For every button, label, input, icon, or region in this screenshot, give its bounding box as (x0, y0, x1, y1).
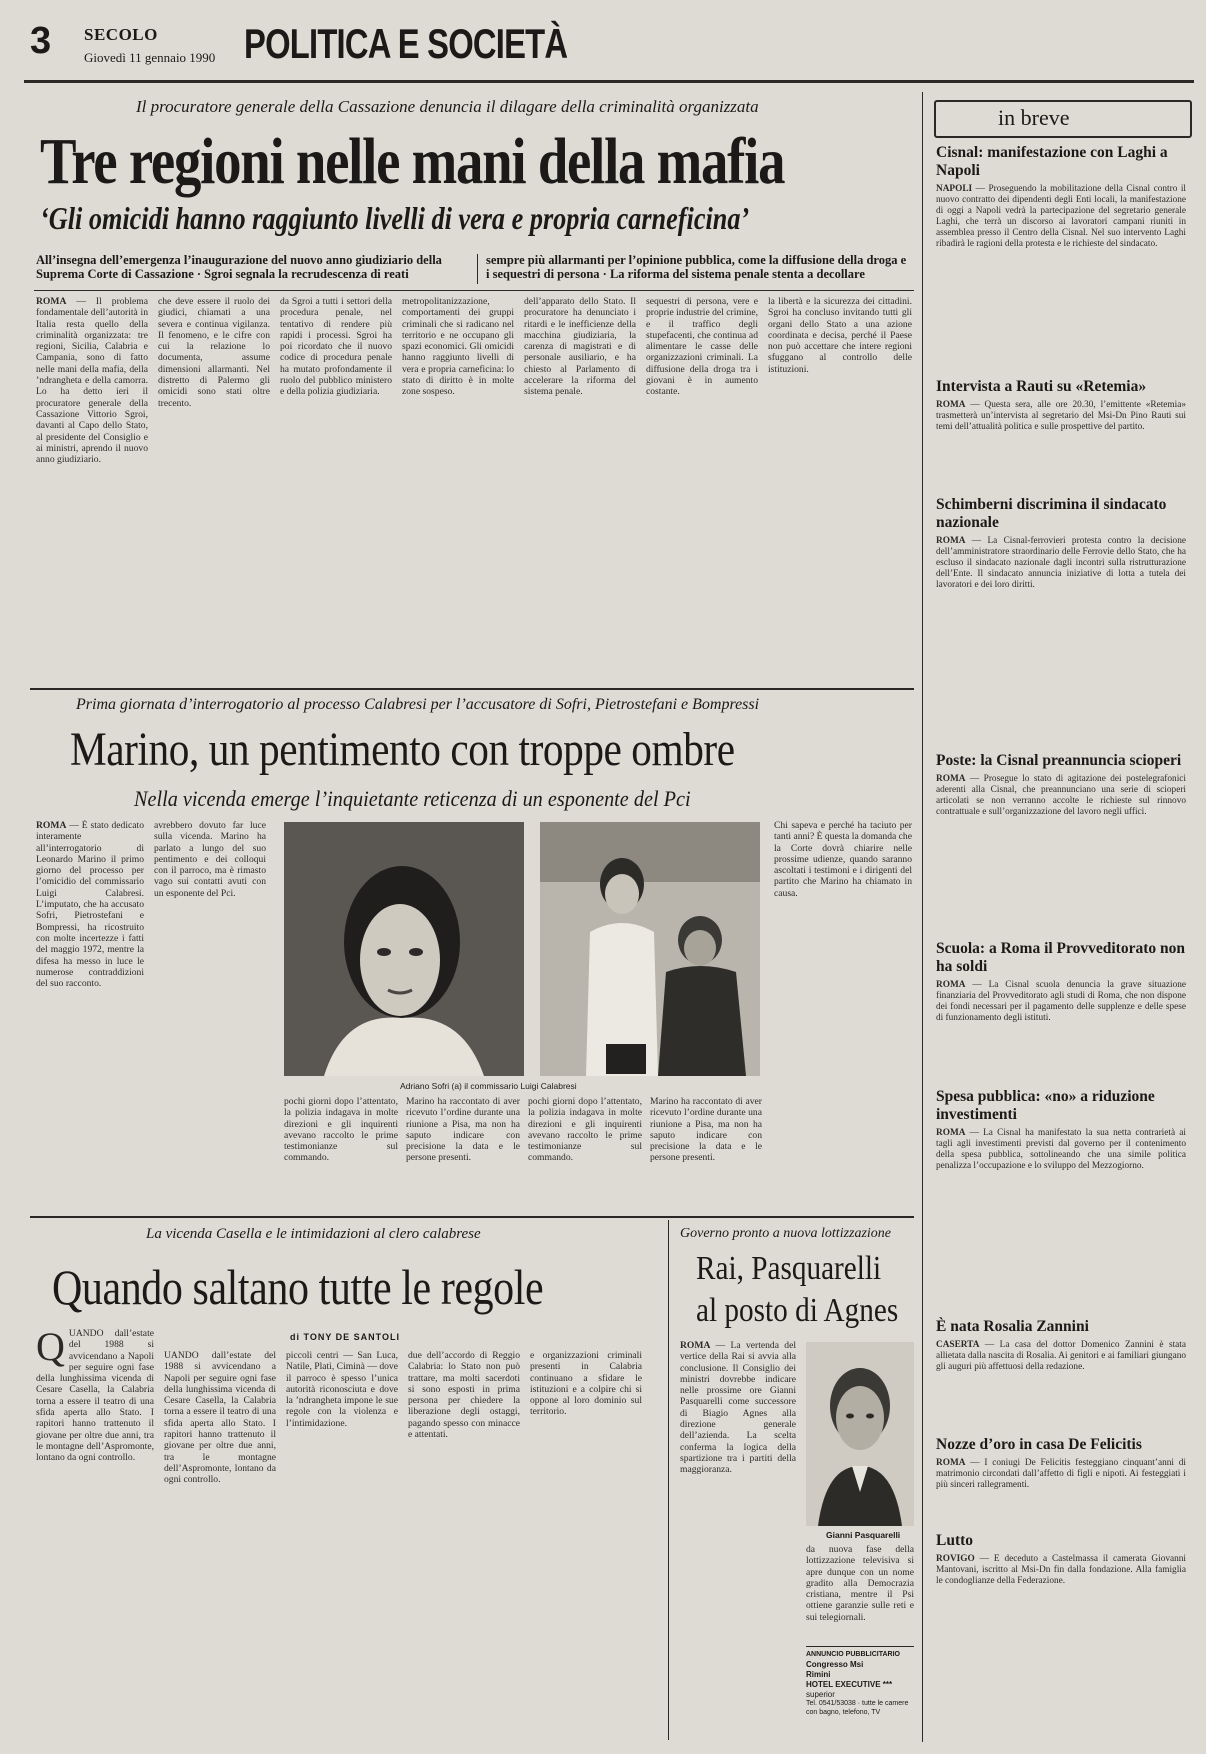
marino-headline: Marino, un pentimento con troppe ombre (70, 723, 735, 776)
marino-rule (30, 688, 914, 690)
ad-line2: Rimini (806, 1670, 831, 1679)
ad-label: ANNUNCIO PUBBLICITARIO (806, 1651, 900, 1658)
brief-title: Scuola: a Roma il Provveditorato non ha soldi (936, 940, 1185, 975)
casella-headline: Quando saltano tutte le regole (52, 1259, 544, 1315)
brief-header-box (934, 100, 1192, 138)
lead-column-5: dell’apparato dello Stato. Il procuratore ha denunciato i ritardi e le inefficienze della macchina giudiziaria, la carenza di magistrati e di personale ausiliario, e ha chiesto al Parlamento di accelerare la riforma del sistema penale. (524, 296, 636, 398)
marino-photo-caption: Adriano Sofri (a) il commissario Luigi Calabresi (400, 1081, 577, 1091)
ad-line5: Tel. 0541/53038 · tutte le camere con bagno, telefono, TV (806, 1700, 909, 1716)
brief-title: Nozze d’oro in casa De Felicitis (936, 1436, 1142, 1453)
paper-name: SECOLO (84, 25, 158, 44)
marino-deck: Nella vicenda emerge l’inquietante reticenza di un esponente del Pci (134, 786, 691, 811)
casella-kicker: La vicenda Casella e le intimidazioni al clero calabrese (146, 1226, 481, 1242)
brief-title: Intervista a Rauti su «Retemia» (936, 378, 1147, 395)
rai-column-1: ROMA — La vertenda del vertice della Rai si avvia alla conclusione. Il Consiglio dei ministri dovrebbe indicare nelle prossime ore Gianni Pasquarelli come successore di Biagio Agnes alla direzione generale dell’azienda. La scelta conferma la logica della spartizione tra i partiti della maggioranza. (680, 1340, 796, 1476)
rai-headline-2: al posto di Agnes (696, 1292, 899, 1329)
lead-deck: ‘Gli omicidi hanno raggiunto livelli di vera e propria carneficina’ (40, 200, 750, 236)
brief-title: Spesa pubblica: «no» a riduzione investimenti (936, 1088, 1155, 1123)
marino-column-4: Marino ha raccontato di aver ricevuto l’ordine durante una riunione a Pisa, ma non ha saputo indicare con precisione la data e le persone presenti. (406, 1096, 520, 1164)
marino-column-7: Chi sapeva e perché ha taciuto per tanti anni? È questa la domanda che la Corte dovrà chiarire nelle prossime udienze, quando saranno ascoltati i testimoni e i dirigenti del partito che Marino ha chiamato in causa. (774, 820, 912, 899)
brief-text: CASERTA — La casa del dottor Domenico Zannini è stata allietata dalla nascita di Rosalia. Ai genitori e ai familiari giungano gli auguri più affettuosi della redazione. (936, 1340, 1186, 1372)
lead-column-7: la libertà e la sicurezza dei cittadini. Sgroi ha concluso invitando tutti gli organi dello Stato a una azione coordinata e decisa, perché il Paese non può accettare che intere regioni sfuggano al controllo delle istituzioni. (768, 296, 912, 375)
photo-calabresi (540, 822, 760, 1076)
marino-column-5: pochi giorni dopo l’attentato, la polizia indagava in molte direzioni e gli inquirenti avevano raccolto le prime testimonianze sul commando. (528, 1096, 642, 1164)
marino-column-2: avrebbero dovuto far luce sulla vicenda. Marino ha parlato a lungo del suo pentimento e dei colloqui con il parroco, ma è rimasto vago sui contatti avuti con un esponente del Pci. (154, 820, 266, 899)
brief-title: Cisnal: manifestazione con Laghi a Napoli (936, 144, 1168, 179)
section-title: POLITICA E SOCIETÀ (244, 20, 568, 67)
issue-date: Giovedì 11 gennaio 1990 (84, 50, 216, 65)
casella-column-4: due dell’accordo di Reggio Calabria: lo Stato non può trattare, ma molti sacerdoti si sono esposti in prima persona per chiedere la liberazione degli ostaggi, pagando spesso con minacce e attentati. (408, 1350, 520, 1441)
casella-column-1: QUANDO dall’estate del 1988 si avvicendano a Napoli per seguire ogni fase della lunghissima vicenda di Cesare Casella, la Calabria torna a essere il teatro di una sfida aperta allo Stato. I rapitori hanno trattenuto il giovane per oltre due anni, tra le montagne dell’Aspromonte, lontano da ogni controllo. (36, 1328, 154, 1464)
brief-item (936, 1088, 1186, 1304)
lead-rule (34, 290, 914, 291)
ad-box (806, 1646, 914, 1717)
lead-kicker: Il procuratore generale della Cassazione denuncia il dilagare della criminalità organizzata (136, 97, 759, 116)
ad-line4: superior (806, 1690, 835, 1699)
lead-column-4: metropolitanizzazione, comportamenti dei gruppi criminali che si radicano nel territorio e ne occupano gli spazi economici. Gli omicidi hanno raggiunto livelli di vera e propria carneficina: lo stato di diritto è in molte zone sospeso. (402, 296, 514, 398)
lead-summary-left: All’insegna dell’emergenza l’inaugurazione del nuovo anno giudiziario della Suprema Corte di Cassazione · Sgroi segnala la recrudescenza di reati (36, 253, 442, 281)
ad-line1: Congresso Msi (806, 1660, 864, 1669)
marino-column-3: pochi giorni dopo l’attentato, la polizia indagava in molte direzioni e gli inquirenti avevano raccolto le prime testimonianze sul commando. (284, 1096, 398, 1164)
brief-title: Lutto (936, 1532, 974, 1549)
brief-text: ROMA — Questa sera, alle ore 20.30, l’emittente «Retemia» trasmetterà un’intervista al segretario del Msi-Dn Pino Rauti sui temi dell’attualità politica e sulle prospettive del partito. (936, 400, 1186, 432)
brief-item (936, 1436, 1186, 1520)
rai-divider (668, 1220, 669, 1740)
sidebar-divider (922, 92, 923, 1742)
lead-column-1: ROMA — Il problema fondamentale dell’autorità in Italia resta quello della criminalità organizzata: tre regioni, Sicilia, Calabria e Campania, sono di fatto nelle mani della mafia, della ’ndrangheta e della camorra. Lo ha detto ieri il procuratore generale della Cassazione Vittorio Sgroi, davanti al Capo dello Stato, al presidente del Consiglio e ai ministri, aprendo il nuovo anno giudiziario. (36, 296, 148, 466)
casella-column-3: piccoli centri — San Luca, Natile, Platì, Ciminà — dove il parroco è spesso l’unica autorità riconosciuta e dove la ’ndrangheta impone le sue regole con la violenza e l’intimidazione. (286, 1350, 398, 1429)
photo-pasquarelli (806, 1342, 914, 1526)
brief-text: ROMA — I coniugi De Felicitis festeggiano cinquant’anni di matrimonio circondati dall’affetto di figli e nipoti. Ai festeggiati i più sinceri rallegramenti. (936, 1458, 1186, 1490)
lead-column-3: da Sgroi a tutti i settori della procedura penale, nel tentativo di rendere più rapidi i processi. Sgroi ha poi ricordato che il nuovo codice di procedura penale ha mutato profondamente il ruolo del pubblico ministero e della polizia giudiziaria. (280, 296, 392, 398)
casella-column-5: e organizzazioni criminali presenti in Calabria continuano a sfidare le istituzioni e a colpire chi si oppone al loro dominio sul territorio. (530, 1350, 642, 1418)
brief-text: ROVIGO — È deceduto a Castelmassa il camerata Giovanni Mantovani, iscritto al Msi-Dn fin dalla fondazione. Alla famiglia le condoglianze della Federazione. (936, 1554, 1186, 1586)
brief-title: Poste: la Cisnal preannuncia scioperi (936, 752, 1182, 769)
marino-column-1: ROMA — È stato dedicato interamente all’interrogatorio di Leonardo Marino il primo giorno del processo per l’omicidio del commissario Luigi Calabresi. L’imputato, che ha accusato Sofri, Pietrostefani e Bompressi, ha ricostruito con molte incertezze i fatti del maggio 1972, mentre la difesa ha messo in luce le numerose contraddizioni del suo racconto. (36, 820, 144, 990)
brief-item (936, 144, 1186, 356)
brief-text: ROMA — La Cisnal ha manifestato la sua netta contrarietà ai tagli agli investimenti previsti dal governo per il contenimento della spesa pubblica, sottolineando che una simile politica penalizza l’occupazione e lo sviluppo del Mezzogiorno. (936, 1128, 1186, 1171)
lead-column-2: che deve essere il ruolo dei giudici, chiamati a una severa e continua vigilanza. Il fenomeno, e le cifre con cui la relazione lo documenta, assume dimensioni allarmanti. Nel distretto di Palermo gli omicidi sono stati oltre trecento. (158, 296, 270, 409)
rai-kicker: Governo pronto a nuova lottizzazione (680, 1226, 892, 1241)
brief-header: in breve (998, 105, 1070, 130)
brief-text: ROMA — Prosegue lo stato di agitazione dei postelegrafonici aderenti alla Cisnal, che preannunciano una serie di scioperi articolati se non verranno accolte le richieste sul rinnovo contrattuale e sull’organizzazione del lavoro negli uffici. (936, 774, 1186, 817)
lead-dateline: ROMA (36, 296, 67, 307)
brief-item (936, 752, 1186, 924)
casella-dropcap: Q (36, 1328, 65, 1369)
brief-item (936, 1532, 1186, 1606)
casella-byline: di TONY DE SANTOLI (290, 1332, 401, 1342)
rai-column-2: da nuova fase della lottizzazione televisiva si apre dunque con un nome gradito alla Democrazia cristiana, mentre il Psi ottiene garanzie sulle reti e sui telegiornali. (806, 1544, 914, 1623)
brief-text: ROMA — La Cisnal-ferrovieri protesta contro la decisione dell’amministratore straordinario delle Ferrovie dello Stato, che ha escluso il sindacato nazionale dagli incontri sulla ristrutturazione dell’Ente. Il sindacato annuncia iniziative di lotta a tutela dei lavoratori e dei loro diritti. (936, 536, 1186, 590)
brief-item (936, 940, 1186, 1074)
brief-item (936, 1318, 1186, 1424)
rai-headline-1: Rai, Pasquarelli (696, 1250, 882, 1287)
lower-rule (30, 1216, 914, 1218)
lead-summary-right: sempre più allarmanti per l’opinione pubblica, come la diffusione della droga e i sequestri di persona · La riforma del sistema penale stenta a decollare (486, 253, 907, 281)
brief-title: È nata Rosalia Zannini (936, 1318, 1089, 1335)
casella-column-2: UANDO dall’estate del 1988 si avvicendano a Napoli per seguire ogni fase della lunghissima vicenda di Cesare Casella, la Calabria torna a essere il teatro di una sfida aperta allo Stato. I rapitori hanno trattenuto il giovane per oltre due anni, tra le montagne dell’Aspromonte, lontano da ogni controllo. (164, 1350, 276, 1486)
photo-sofri (284, 822, 524, 1076)
marino-kicker: Prima giornata d’interrogatorio al processo Calabresi per l’accusatore di Sofri, Pietrostefani e Bompressi (76, 696, 760, 713)
brief-text: NAPOLI — Proseguendo la mobilitazione della Cisnal contro il nuovo contratto dei dipendenti degli Enti locali, la manifestazione di oggi a Napoli vedrà la partecipazione del segretario generale Laghi, che terrà un discorso ai lavoratori campani riuniti in assemblea presso il Centro della Cisnal. Nel suo intervento Laghi ribadirà le ragioni della protesta e le richieste del sindacato. (936, 184, 1186, 249)
summary-divider (477, 254, 478, 284)
brief-list (936, 144, 1186, 1606)
rai-photo-caption: Gianni Pasquarelli (826, 1530, 901, 1540)
marino-column-6: Marino ha raccontato di aver ricevuto l’ordine durante una riunione a Pisa, ma non ha saputo indicare con precisione la data e le persone presenti. (650, 1096, 762, 1164)
brief-item (936, 378, 1186, 476)
lead-column-6: sequestri di persona, vere e proprie industrie del crimine, e il traffico degli stupefacenti, che continua ad alimentare le casse delle organizzazioni criminali. La diffusione della droga tra i giovani è in aumento costante. (646, 296, 758, 398)
page-number: 3 (30, 20, 52, 62)
brief-item (936, 496, 1186, 736)
ad-line3: HOTEL EXECUTIVE *** (806, 1680, 893, 1689)
brief-title: Schimberni discrimina il sindacato nazionale (936, 496, 1167, 531)
lead-headline: Tre regioni nelle mani della mafia (40, 125, 785, 198)
brief-text: ROMA — La Cisnal scuola denuncia la grave situazione finanziaria del Provveditorato agli studi di Roma, che non dispone dei fondi necessari per il pagamento delle supplenze e delle spese di funzionamento degli istituti. (936, 980, 1186, 1023)
masthead-rule (24, 80, 1194, 83)
